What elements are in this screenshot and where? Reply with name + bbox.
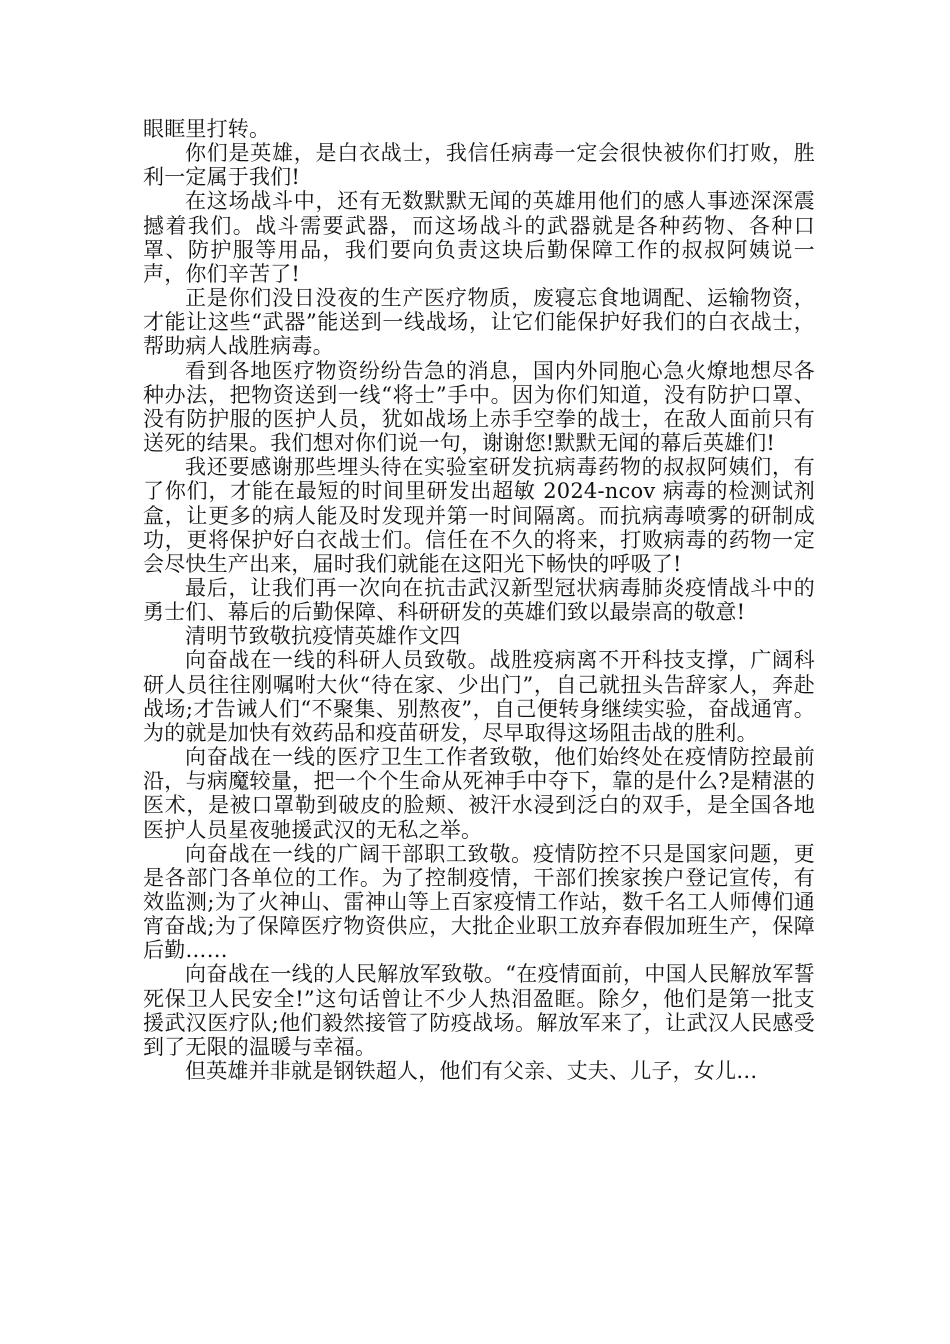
paragraph: 向奋战在一线的科研人员致敬。战胜疫病离不开科技支撑，广阔科研人员往往刚嘱咐大伙“待在家、少出门”，自己就扭头告辞家人，奔赴战场;才告诫人们“不聚集、别熬夜”，自己便转身继续实验，奋战通宵。为的就是加快有效药品和疫苗研发，尽早取得这场阻击战的胜利。 <box>143 648 815 745</box>
paragraph: 正是你们没日没夜的生产医疗物质，废寝忘食地调配、运输物资，才能让这些“武器”能送到一线战场，让它们能保护好我们的白衣战士，帮助病人战胜病毒。 <box>143 286 815 359</box>
paragraph: 向奋战在一线的人民解放军致敬。“在疫情面前，中国人民解放军誓死保卫人民安全!”这句话曾让不少人热泪盈眶。除夕，他们是第一批支援武汉医疗队;他们毅然接管了防疫战场。解放军来了，让武汉人民感受到了无限的温暖与幸福。 <box>143 962 815 1059</box>
section-title: 清明节致敬抗疫情英雄作文四 <box>185 624 461 649</box>
paragraph: 我还要感谢那些埋头待在实验室研发抗病毒药物的叔叔阿姨们，有了你们，才能在最短的时间里研发出超敏 2024-ncov 病毒的检测试剂盒，让更多的病人能及时发现并第一时间隔离。而抗病毒喷雾的研制成功，更将保护好白衣战士们。信任在不久的将来，打败病毒的药物一定会尽快生产出来，届时我们就能在这阳光下畅快的呼吸了! <box>143 455 815 576</box>
document-body <box>143 117 815 1083</box>
paragraph: 看到各地医疗物资纷纷告急的消息，国内外同胞心急火燎地想尽各种办法，把物资送到一线“将士”手中。因为你们知道，没有防护口罩、没有防护服的医护人员，犹如战场上赤手空拳的战士，在敌人面前只有送死的结果。我们想对你们说一句，谢谢您!默默无闻的幕后英雄们! <box>143 358 815 456</box>
paragraph: 你们是英雄，是白衣战士，我信任病毒一定会很快被你们打败，胜利一定属于我们! <box>143 141 815 190</box>
paragraph: 向奋战在一线的医疗卫生工作者致敬，他们始终处在疫情防控最前沿，与病魔较量，把一个个生命从死神手中夺下，靠的是什么?是精湛的医术，是被口罩勒到破皮的脸颊、被汗水浸到泛白的双手，是全国各地医护人员星夜驰援武汉的无私之举。 <box>143 745 815 842</box>
paragraph-continuation: 眼眶里打转。 <box>143 117 271 141</box>
paragraph: 最后，让我们再一次向在抗击武汉新型冠状病毒肺炎疫情战斗中的勇士们、幕后的后勤保障、科研研发的英雄们致以最崇高的敬意! <box>143 575 815 625</box>
paragraph: 在这场战斗中，还有无数默默无闻的英雄用他们的感人事迹深深震撼着我们。战斗需要武器，而这场战斗的武器就是各种药物、各种口罩、防护服等用品，我们要向负责这块后勤保障工作的叔叔阿姨说一声，你们辛苦了! <box>143 189 815 286</box>
paragraph: 向奋战在一线的广阔干部职工致敬。疫情防控不只是国家问题，更是各部门各单位的工作。为了控制疫情，干部们挨家挨户登记宣传，有效监测;为了火神山、雷神山等上百家疫情工作站，数千名工人师傅们通宵奋战;为了保障医疗物资供应，大批企业职工放弃春假加班生产，保障后勤…… <box>143 841 815 963</box>
paragraph: 但英雄并非就是钢铁超人，他们有父亲、丈夫、儿子，女儿… <box>185 1059 758 1084</box>
